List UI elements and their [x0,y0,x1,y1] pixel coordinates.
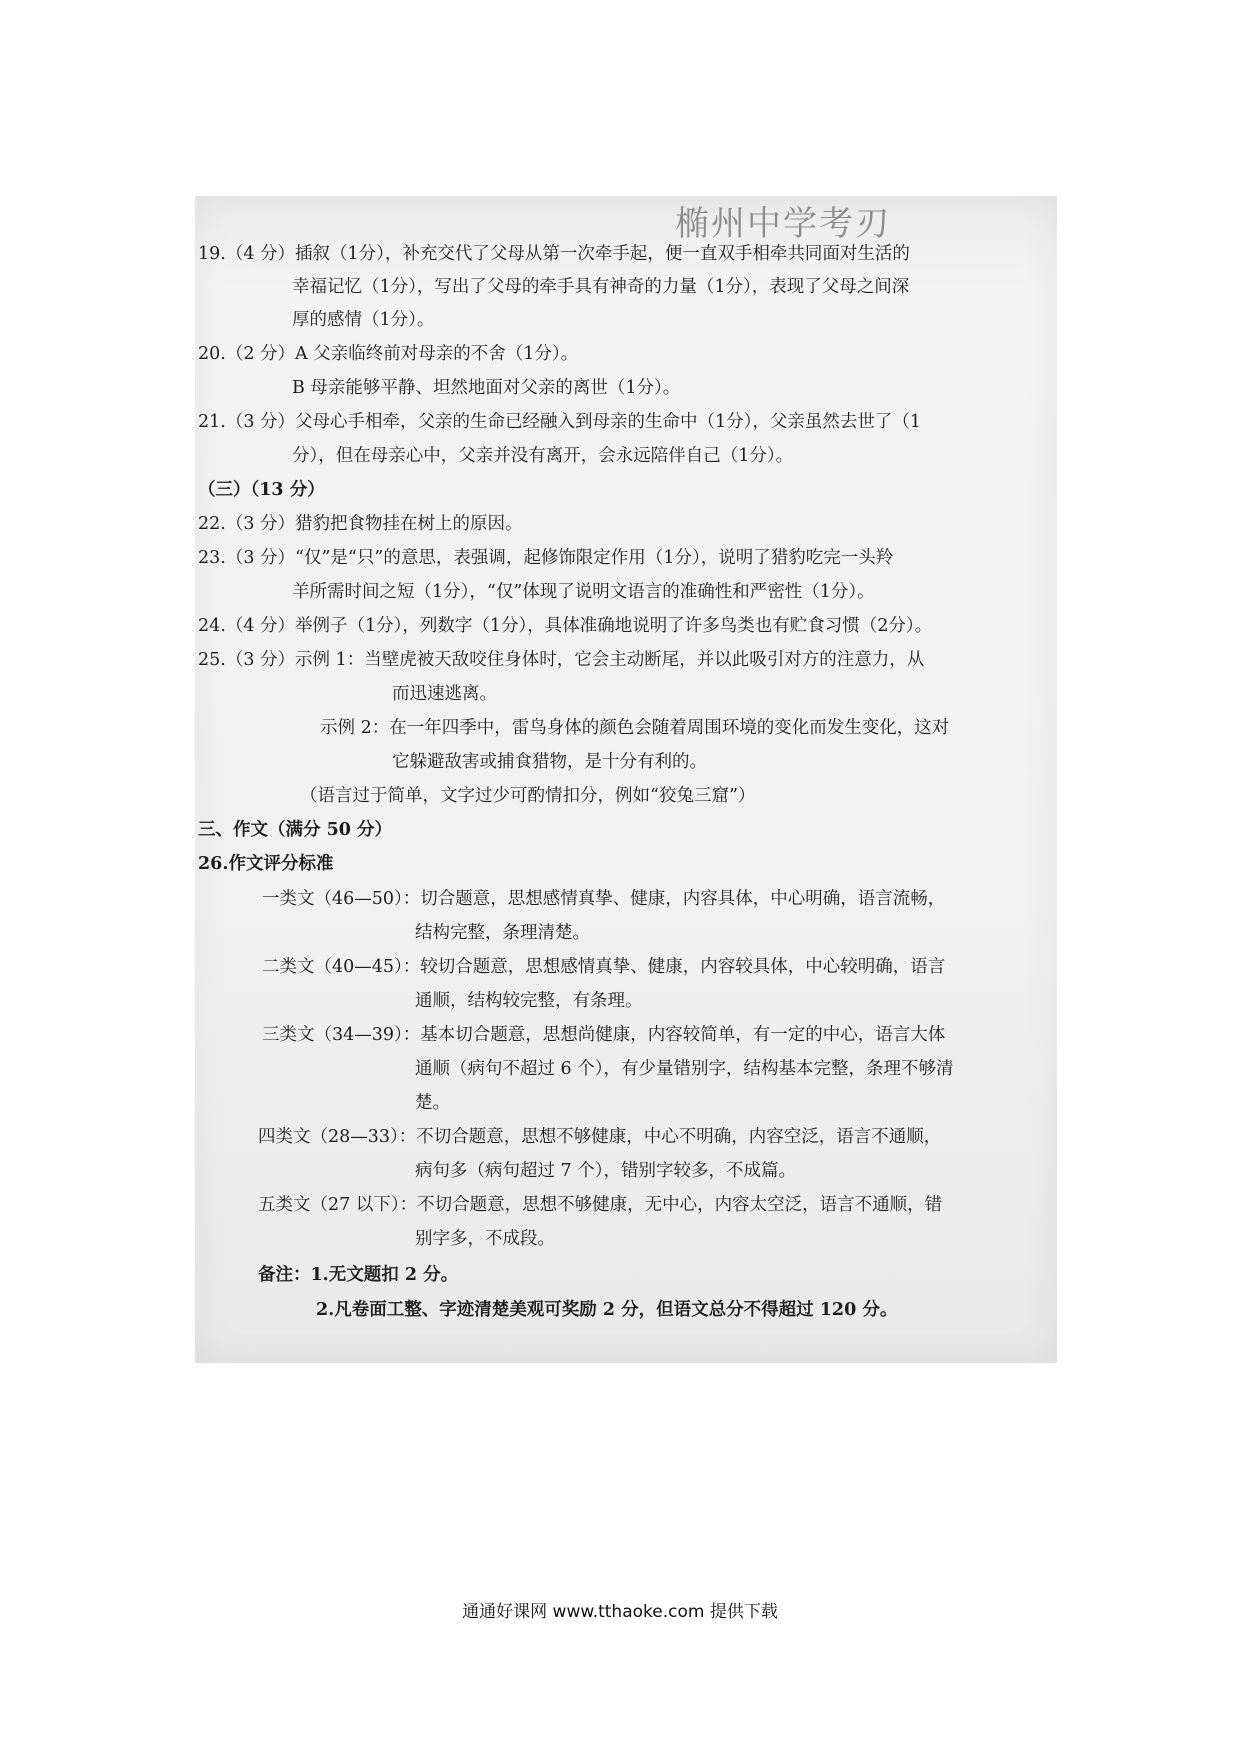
q25-line-2: 而迅速逃离。 [392,684,497,704]
essay-standard-title: 26.作文评分标准 [198,854,334,874]
grade-5-line-2: 别字多，不成段。 [415,1229,555,1249]
q19-line-2: 幸福记忆（1分），写出了父母的牵手具有神奇的力量（1分），表现了父母之间深 [292,277,910,297]
q20-line-2: B 母亲能够平静、坦然地面对父亲的离世（1分）。 [292,378,681,398]
note-1: 备注：1.无文题扣 2 分。 [258,1265,459,1285]
q25-note: （语言过于简单，文字过少可酌情扣分，例如“狡兔三窟”） [300,786,756,806]
grade-3-line-3: 楚。 [415,1093,450,1113]
section-3-heading: （三）（13 分） [198,480,325,500]
grade-2-line-1: 二类文（40—45）：较切合题意，思想感情真挚、健康，内容较具体，中心较明确，语言 [262,957,946,977]
q23-line-2: 羊所需时间之短（1分），“仅”体现了说明文语言的准确性和严密性（1分）。 [292,582,875,602]
watermark-stamp: 椭州中学考刃 [675,204,891,244]
grade-4-line-1: 四类文（28—33）：不切合题意，思想不够健康，中心不明确，内容空泛，语言不通顺， [258,1127,942,1147]
grade-1-line-1: 一类文（46—50）：切合题意，思想感情真挚、健康，内容具体，中心明确，语言流畅， [262,889,946,909]
grade-3-line-1: 三类文（34—39）：基本切合题意，思想尚健康，内容较简单，有一定的中心，语言大体 [262,1025,946,1045]
q25-line-1: 25.（3 分）示例 1：当壁虎被天敌咬住身体时，它会主动断尾，并以此吸引对方的注意力，从 [198,650,925,670]
grade-1-line-2: 结构完整，条理清楚。 [415,923,590,943]
grade-5-line-1: 五类文（27 以下）：不切合题意，思想不够健康，无中心，内容太空泛，语言不通顺，错 [258,1195,943,1215]
grade-3-line-2: 通顺（病句不超过 6 个），有少量错别字，结构基本完整，条理不够清 [415,1059,954,1079]
essay-heading: 三、作文（满分 50 分） [198,820,393,840]
q24-line-1: 24.（4 分）举例子（1分），列数字（1分），具体准确地说明了许多鸟类也有贮食习惯（2分）。 [198,616,933,636]
q20-line-1: 20.（2 分）A 父亲临终前对母亲的不舍（1分）。 [198,344,579,364]
note-2: 2.凡卷面工整、字迹清楚美观可奖励 2 分，但语文总分不得超过 120 分。 [316,1300,898,1320]
q19-line-1: 19.（4 分）插叙（1分），补充交代了父母从第一次牵手起，便一直双手相牵共同面对生活的 [198,244,910,264]
q25-line-3: 示例 2：在一年四季中，雷鸟身体的颜色会随着周围环境的变化而发生变化，这对 [320,718,950,738]
q19-line-3: 厚的感情（1分）。 [292,310,435,330]
q21-line-2: 分），但在母亲心中，父亲并没有离开，会永远陪伴自己（1分）。 [292,446,794,466]
q21-line-1: 21.（3 分）父母心手相牵，父亲的生命已经融入到母亲的生命中（1分），父亲虽然去世了（1 [198,412,922,432]
scanned-answer-sheet [195,196,1057,1363]
download-footer: 通通好课网 www.tthaoke.com 提供下载 [462,1602,778,1622]
q22-line-1: 22.（3 分）猎豹把食物挂在树上的原因。 [198,514,523,534]
q25-line-4: 它躲避敌害或捕食猎物，是十分有利的。 [392,752,707,772]
grade-4-line-2: 病句多（病句超过 7 个），错别字较多，不成篇。 [415,1161,797,1181]
q23-line-1: 23.（3 分）“仅”是“只”的意思，表强调，起修饰限定作用（1分），说明了猎豹吃完一头羚 [198,548,894,568]
grade-2-line-2: 通顺，结构较完整，有条理。 [415,991,643,1011]
